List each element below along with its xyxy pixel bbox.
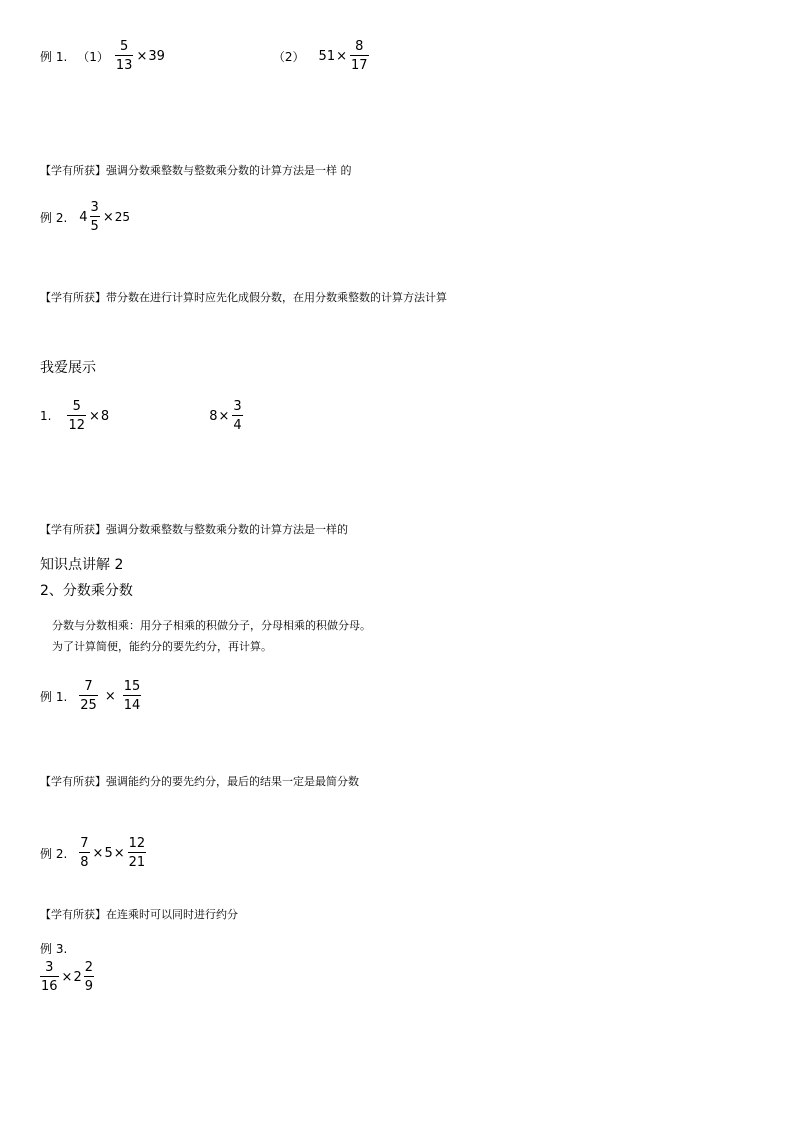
times-sign: ×	[89, 408, 100, 424]
fraction-7-8: $\frac{7}{8}$	[80, 836, 89, 870]
example-label: 例 3.	[40, 942, 68, 956]
integer-39: 39	[148, 48, 165, 64]
learning-note-5: 【学有所获】在连乘时可以同时进行约分	[40, 908, 238, 921]
fraction-8-17: $\frac{8}{17}$	[351, 39, 368, 73]
learning-note-1: 【学有所获】强调分数乘整数与整数乘分数的计算方法是一样 的	[40, 164, 352, 177]
integer-8: 8	[100, 408, 110, 424]
part-1-label: （1）	[77, 49, 109, 64]
integer-5: 5	[104, 845, 113, 861]
section-heading-show: 我爱展示	[40, 360, 96, 376]
learning-note-3: 【学有所获】强调分数乘整数与整数乘分数的计算方法是一样的	[40, 523, 348, 536]
times-sign: ×	[61, 969, 73, 985]
fraction-12-21: $\frac{12}{21}$	[128, 836, 146, 870]
exercise-number: 1.	[40, 409, 52, 423]
example-label: 例 1.	[40, 689, 68, 704]
mixed-whole: 2	[73, 969, 82, 985]
example-2-row	[40, 201, 130, 233]
learning-note-4: 【学有所获】强调能约分的要先约分，最后的结果一定是最简分数	[40, 775, 359, 788]
integer-25: 25	[114, 210, 131, 224]
rule-line-1: 分数与分数相乘：用分子相乘的积做分子，分母相乘的积做分母。	[52, 619, 371, 632]
fraction-7-25: $\frac{7}{25}$	[80, 679, 97, 713]
example-5-expression	[38, 961, 96, 993]
show-exercise-row	[40, 400, 245, 432]
fraction-3-4: $\frac{3}{4}$	[233, 399, 242, 433]
example-1-label: 例 1.	[40, 49, 68, 64]
fraction-5-12: $\frac{5}{12}$	[68, 399, 85, 433]
fraction-2-9: $\frac{2}{9}$	[84, 960, 94, 994]
integer-8: 8	[209, 408, 218, 424]
part-2-label: （2）	[272, 49, 305, 64]
example-label: 例 2.	[40, 846, 68, 861]
fraction-15-14: $\frac{15}{14}$	[123, 679, 141, 713]
example-3-row	[40, 680, 143, 712]
example-4-row	[40, 837, 148, 869]
learning-note-2: 【学有所获】带分数在进行计算时应先化成假分数，在用分数乘整数的计算方法计算	[40, 291, 447, 304]
times-sign: ×	[218, 408, 230, 424]
section-heading-fraction-times-fraction: 2、分数乘分数	[40, 583, 133, 599]
fraction-5-13: $\frac{5}{13}$	[115, 39, 133, 73]
times-sign: ×	[102, 209, 114, 225]
mixed-whole: 4	[79, 209, 88, 225]
times-sign: ×	[92, 845, 104, 861]
rule-line-2: 为了计算简便，能约分的要先约分，再计算。	[52, 640, 272, 653]
knowledge-heading: 知识点讲解 2	[40, 557, 124, 573]
integer-51: 51	[318, 48, 336, 64]
fraction-3-5: $\frac{3}{5}$	[90, 200, 99, 234]
example-1-row	[40, 40, 371, 72]
times-sign: ×	[336, 48, 347, 64]
times-sign: ×	[104, 688, 116, 704]
times-sign: ×	[113, 845, 125, 861]
times-sign: ×	[136, 48, 148, 64]
example-5-label-row	[40, 940, 67, 957]
fraction-3-16: $\frac{3}{16}$	[41, 960, 58, 994]
example-2-label: 例 2.	[40, 210, 68, 225]
